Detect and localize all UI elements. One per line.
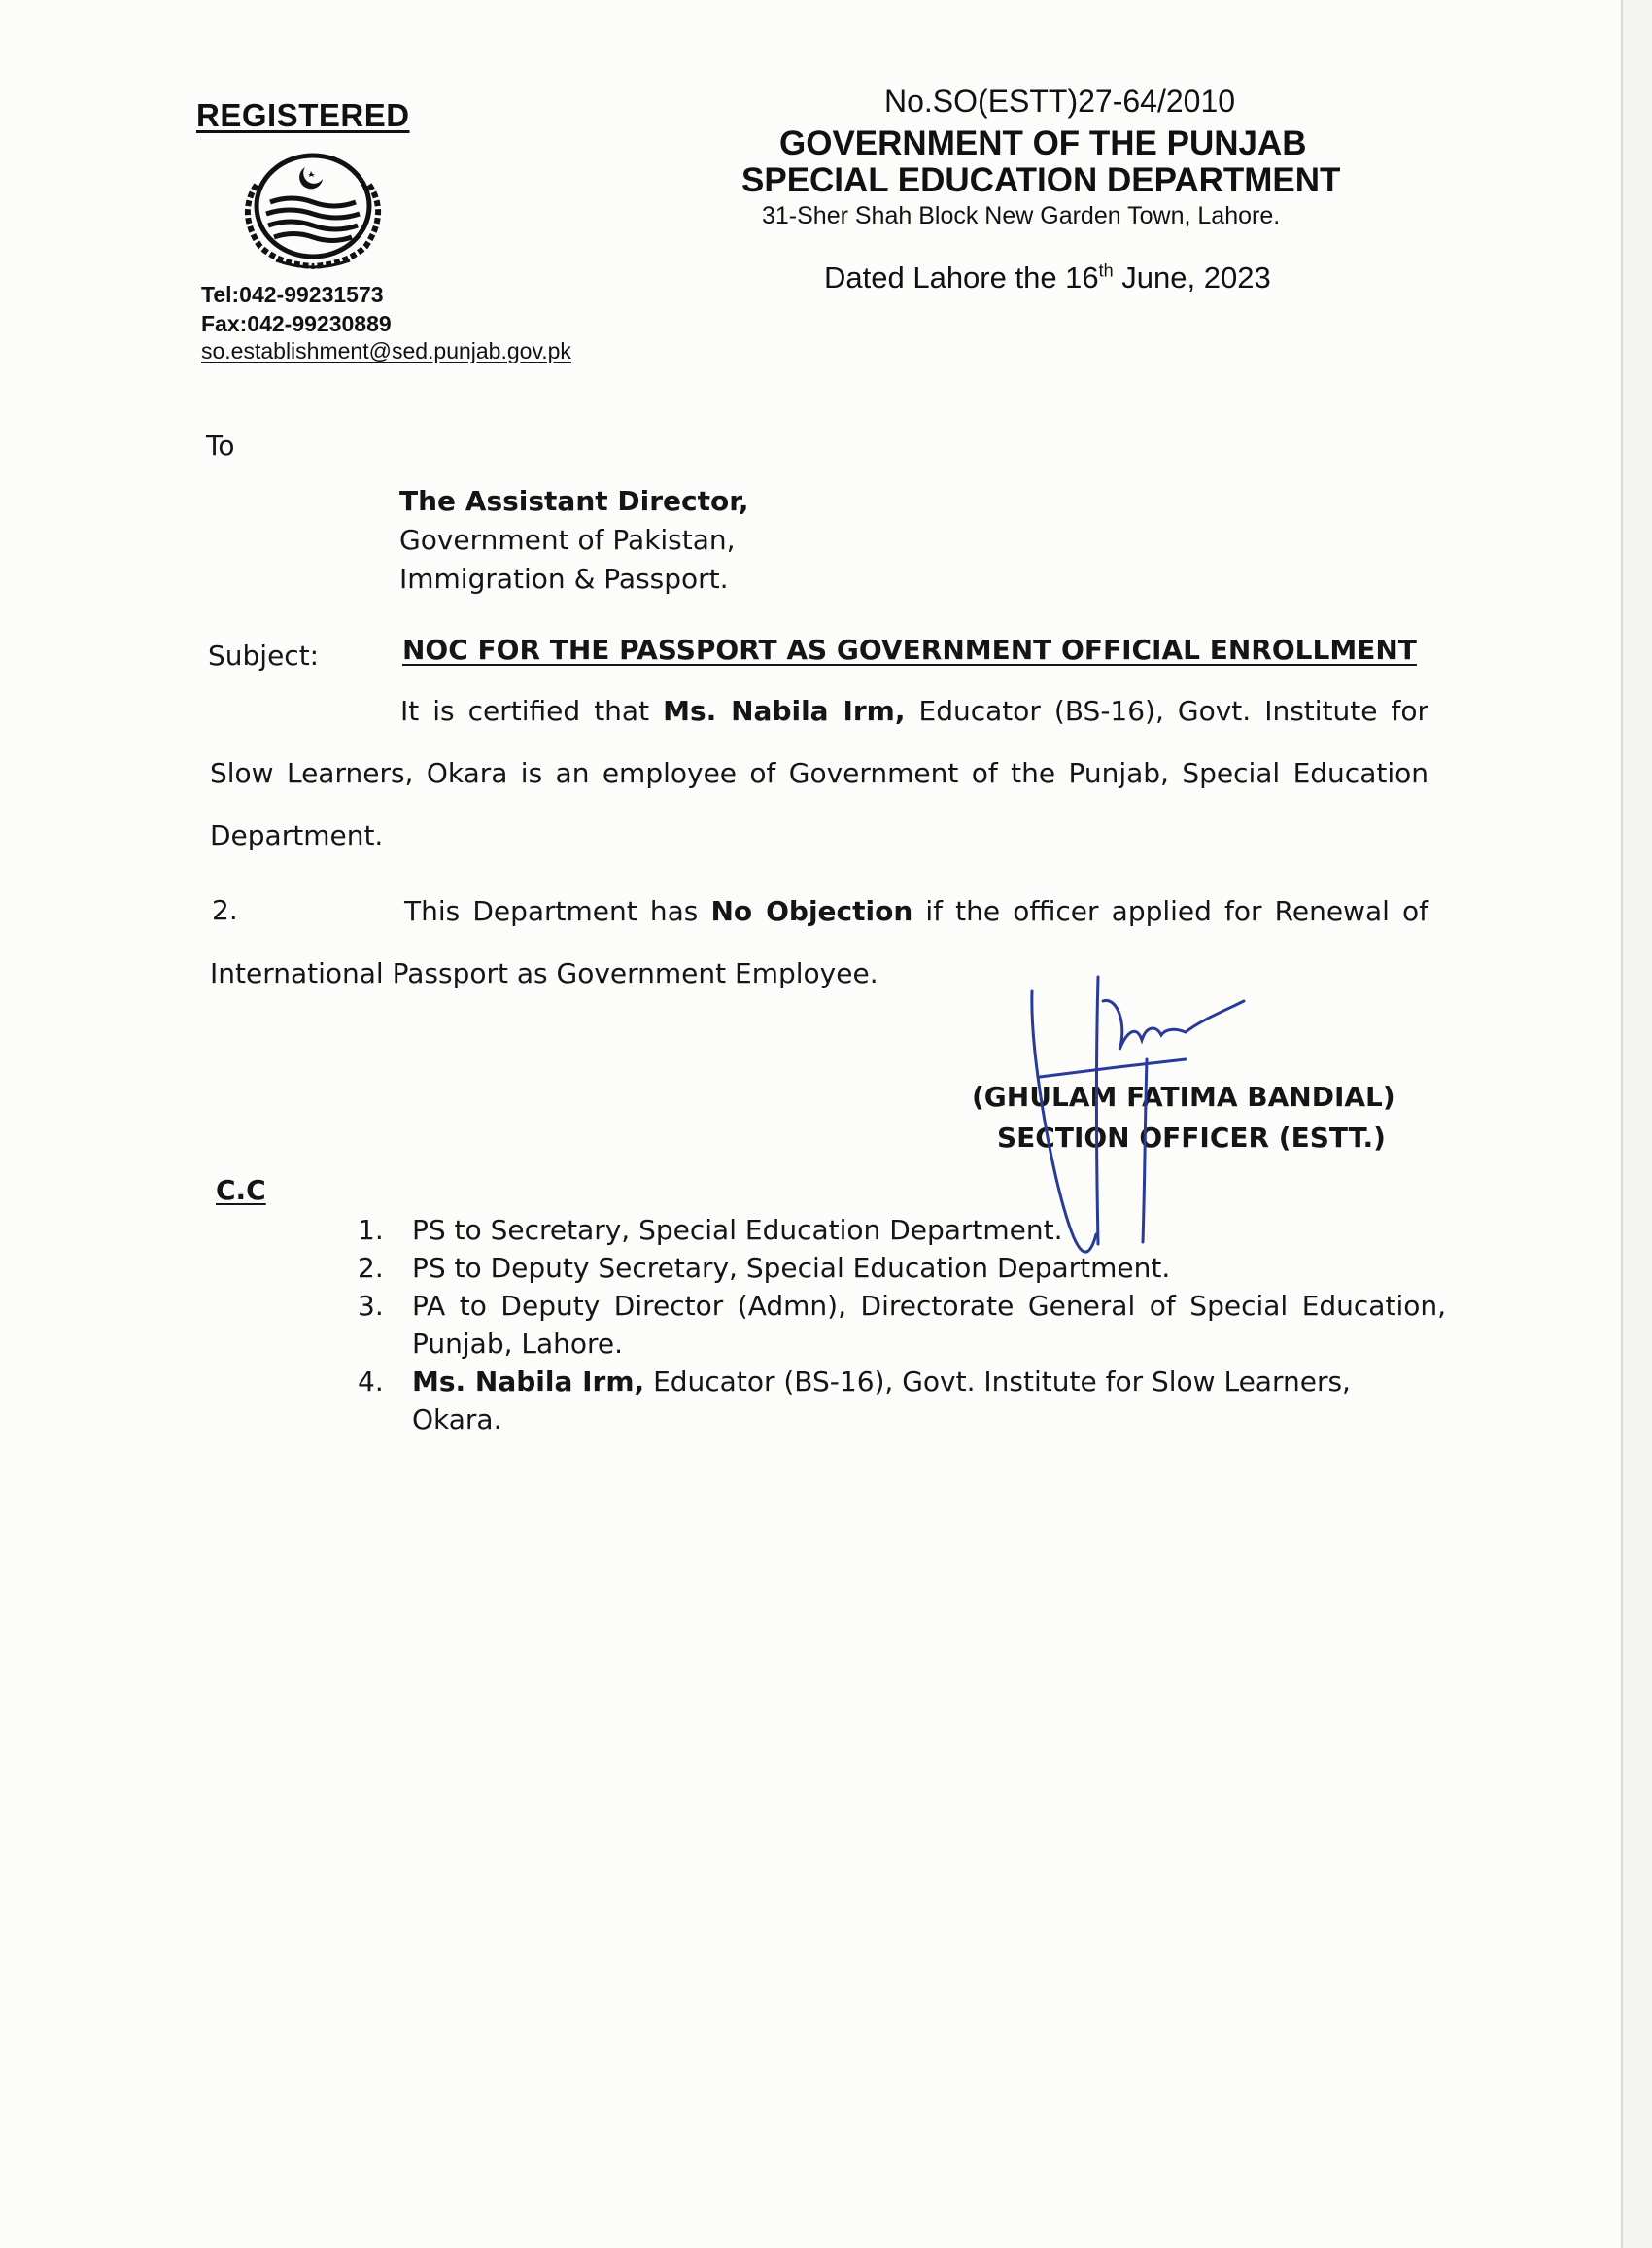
to-label: To (206, 430, 235, 462)
paragraph-2-number: 2. (212, 894, 238, 926)
paragraph-2: This Department has No Objection if the officer applied for Renewal of International Passport as Government Employee. (210, 895, 1428, 989)
cc-label: C.C (216, 1174, 266, 1206)
list-item: 4. Ms. Nabila Irm, Educator (BS-16), Govt. Institute for Slow Learners, Okara. (358, 1366, 1351, 1435)
file-number: No.SO(ESTT)27-64/2010 (884, 84, 1236, 119)
addressee-line: The Assistant Director, (399, 485, 749, 517)
addressee-block (399, 482, 749, 599)
cc-list (358, 1211, 1446, 1438)
subject-label: Subject: (208, 640, 320, 672)
government-title: GOVERNMENT OF THE PUNJAB (779, 124, 1307, 162)
addressee-line: Immigration & Passport. (399, 563, 729, 595)
department-title: SPECIAL EDUCATION DEPARTMENT (741, 161, 1341, 199)
telephone: Tel:042-99231573 (201, 282, 384, 307)
list-item: 3. PA to Deputy Director (Admn), Directorate General of Special Education, Punjab, Lahore. (358, 1290, 1446, 1360)
paragraph-1: It is certified that Ms. Nabila Irm, Educator (BS-16), Govt. Institute for Slow Learners, Okara is an employee of Government of the Punjab, Special Education Department. (210, 695, 1428, 851)
date-line: Dated Lahore the 16th June, 2023 (824, 260, 1271, 294)
fax: Fax:042-99230889 (201, 311, 392, 336)
email-link[interactable]: so.establishment@sed.punjab.gov.pk (201, 338, 571, 363)
signatory-name: (GHULAM FATIMA BANDIAL) (972, 1081, 1395, 1113)
list-item: 1. PS to Secretary, Special Education Department. (358, 1214, 1063, 1246)
signatory-title: SECTION OFFICER (ESTT.) (997, 1122, 1386, 1154)
addressee-line: Government of Pakistan, (399, 524, 736, 556)
list-item: 2. PS to Deputy Secretary, Special Education Department. (358, 1252, 1171, 1284)
punjab-government-emblem-icon (218, 146, 408, 280)
department-address: 31-Sher Shah Block New Garden Town, Lahore. (762, 202, 1281, 229)
subject-text: NOC FOR THE PASSPORT AS GOVERNMENT OFFICIAL ENROLLMENT (402, 634, 1417, 666)
registered-label: REGISTERED (196, 97, 410, 133)
